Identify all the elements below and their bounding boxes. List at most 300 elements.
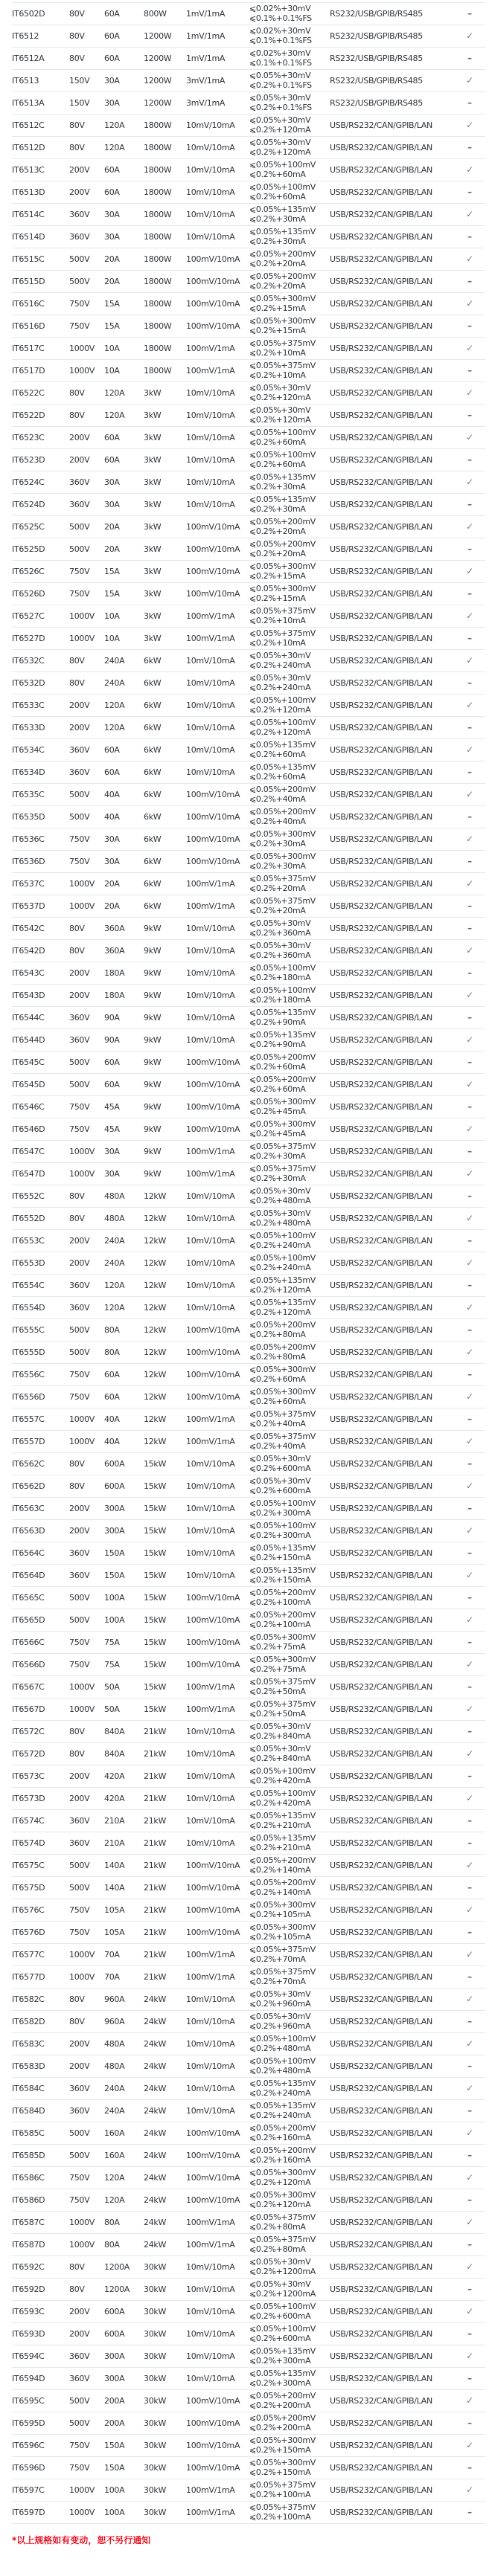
cell-power: 6kW — [144, 723, 162, 732]
cell-availability — [454, 2412, 485, 2435]
cell-resolution: 100mV/10mA — [186, 1861, 240, 1870]
cell-accuracy — [249, 717, 330, 739]
cell-power: 6kW — [144, 656, 162, 666]
accuracy-current: ⩽0.2%+100mA — [249, 2489, 311, 2499]
accuracy-voltage: ⩽0.05%+30mV — [249, 93, 311, 103]
table-row — [12, 1498, 485, 1520]
cell-interfaces: USB/RS232/CAN/GPIB/LAN — [330, 2441, 432, 2450]
cell-resolution: 100mV/10mA — [186, 567, 240, 576]
cell-voltage: 1000V — [69, 2218, 95, 2227]
cell-current: 300A — [104, 1526, 125, 1536]
cell-interfaces: USB/RS232/CAN/GPIB/LAN — [330, 2128, 432, 2138]
cell-power: 9kW — [144, 1057, 162, 1067]
cell-voltage: 750V — [69, 1370, 90, 1379]
cell-resolution: 100mV/1mA — [186, 1147, 235, 1156]
accuracy-voltage: ⩽0.05%+135mV — [249, 227, 316, 236]
table-row — [12, 181, 485, 204]
cell-resolution: 100mV/1mA — [186, 611, 235, 621]
cell-availability — [454, 2457, 485, 2479]
cell-interfaces: USB/RS232/CAN/GPIB/LAN — [330, 143, 432, 152]
cell-current: 60A — [104, 9, 120, 19]
cell-current: 360A — [104, 924, 125, 933]
cell-model: IT6576D — [12, 1928, 45, 1937]
cell-availability — [454, 1899, 485, 1922]
cell-availability — [454, 1877, 485, 1899]
cell-resolution: 1mV/1mA — [186, 54, 226, 63]
cell-model: IT6527C — [12, 611, 45, 621]
cell-accuracy — [249, 1364, 330, 1386]
accuracy-current: ⩽0.2%+90mA — [249, 1017, 306, 1027]
dash-icon: – — [467, 1012, 472, 1023]
dash-icon: – — [467, 1838, 472, 1848]
check-icon: ✓ — [466, 2440, 473, 2450]
cell-power: 15kW — [144, 1548, 167, 1558]
cell-voltage: 750V — [69, 299, 90, 309]
check-icon: ✓ — [466, 2261, 473, 2272]
cell-interfaces: USB/RS232/CAN/GPIB/LAN — [330, 388, 432, 398]
cell-power: 15kW — [144, 1459, 167, 1469]
cell-accuracy — [249, 1520, 330, 1542]
check-icon: ✓ — [466, 700, 473, 710]
table-row — [12, 1297, 485, 1319]
cell-power: 6kW — [144, 701, 162, 710]
cell-interfaces: USB/RS232/CAN/GPIB/LAN — [330, 1994, 432, 2004]
cell-power: 30kW — [144, 2441, 167, 2450]
dash-icon: – — [467, 967, 472, 978]
check-icon: ✓ — [466, 1258, 473, 1268]
cell-power: 12kW — [144, 1437, 167, 1446]
cell-resolution: 10mV/10mA — [186, 1035, 235, 1045]
cell-resolution: 10mV/10mA — [186, 187, 235, 197]
table-row — [12, 1007, 485, 1029]
cell-interfaces: USB/RS232/CAN/GPIB/LAN — [330, 2307, 432, 2316]
accuracy-voltage: ⩽0.05%+100mV — [249, 182, 316, 192]
cell-interfaces: USB/RS232/CAN/GPIB/LAN — [330, 1749, 432, 1759]
cell-interfaces: USB/RS232/CAN/GPIB/LAN — [330, 210, 432, 219]
cell-voltage: 750V — [69, 1660, 90, 1669]
cell-accuracy — [249, 1743, 330, 1765]
cell-accuracy — [249, 226, 330, 248]
cell-availability — [454, 2234, 485, 2256]
accuracy-current: ⩽0.2%+480mA — [249, 1195, 311, 1205]
table-row — [12, 739, 485, 761]
cell-power: 24kW — [144, 2173, 167, 2183]
dash-icon: – — [467, 1971, 472, 1982]
dash-icon: – — [467, 1815, 472, 1826]
cell-accuracy — [249, 2323, 330, 2345]
cell-voltage: 1000V — [69, 1972, 95, 1982]
table-row — [12, 1654, 485, 1676]
table-row — [12, 494, 485, 516]
check-icon: ✓ — [466, 477, 473, 487]
cell-voltage: 1000V — [69, 1950, 95, 1960]
check-icon: ✓ — [466, 878, 473, 889]
cell-power: 3kW — [144, 500, 162, 509]
cell-resolution: 10mV/10mA — [186, 2039, 235, 2049]
cell-model: IT6583D — [12, 2061, 45, 2071]
cell-voltage: 80V — [69, 946, 85, 956]
cell-accuracy — [249, 784, 330, 806]
table-row — [12, 2055, 485, 2078]
table-row — [12, 1565, 485, 1587]
cell-resolution: 100mV/10mA — [186, 1392, 240, 1402]
accuracy-current: ⩽0.2%+0.1%FS — [249, 80, 312, 90]
accuracy-voltage: ⩽0.05%+300mV — [249, 851, 316, 861]
dash-icon: – — [467, 1592, 472, 1603]
dash-icon: – — [467, 1548, 472, 1558]
cell-current: 600A — [104, 2307, 125, 2316]
dash-icon: – — [467, 2418, 472, 2428]
cell-power: 12kW — [144, 1258, 167, 1268]
accuracy-current: ⩽0.2%+10mA — [249, 370, 306, 380]
accuracy-current: ⩽0.2%+300mA — [249, 2377, 311, 2388]
cell-voltage: 360V — [69, 1281, 90, 1290]
table-row — [12, 1141, 485, 1163]
cell-accuracy — [249, 1698, 330, 1721]
cell-availability — [454, 761, 485, 784]
cell-model: IT6534D — [12, 767, 45, 777]
cell-model: IT6543C — [12, 968, 45, 978]
accuracy-voltage: ⩽0.05%+300mV — [249, 1097, 316, 1107]
accuracy-voltage: ⩽0.05%+30mV — [249, 138, 311, 147]
cell-resolution: 100mV/10mA — [186, 1638, 240, 1647]
cell-accuracy — [249, 2100, 330, 2122]
cell-current: 90A — [104, 1035, 120, 1045]
table-row — [12, 2301, 485, 2323]
dash-icon: – — [467, 454, 472, 465]
cell-accuracy — [249, 1052, 330, 1074]
table-row — [12, 784, 485, 806]
cell-current: 600A — [104, 1481, 125, 1491]
accuracy-current: ⩽0.2%+150mA — [249, 2467, 311, 2477]
cell-interfaces: USB/RS232/CAN/GPIB/LAN — [330, 1682, 432, 1692]
cell-interfaces: USB/RS232/CAN/GPIB/LAN — [330, 1481, 432, 1491]
cell-model: IT6567C — [12, 1682, 45, 1692]
cell-interfaces: USB/RS232/CAN/GPIB/LAN — [330, 2173, 432, 2183]
accuracy-current: ⩽0.2%+10mA — [249, 637, 306, 648]
check-icon: ✓ — [466, 990, 473, 1000]
cell-current: 180A — [104, 991, 125, 1000]
cell-current: 200A — [104, 2396, 125, 2406]
cell-voltage: 360V — [69, 2106, 90, 2116]
table-row — [12, 471, 485, 494]
check-icon: ✓ — [466, 2172, 473, 2183]
cell-power: 15kW — [144, 1704, 167, 1714]
cell-current: 150A — [104, 1571, 125, 1580]
cell-resolution: 10mV/10mA — [186, 500, 235, 509]
cell-power: 15kW — [144, 1504, 167, 1513]
cell-model: IT6544C — [12, 1013, 45, 1023]
cell-power: 6kW — [144, 678, 162, 688]
cell-availability — [454, 2502, 485, 2524]
cell-availability — [454, 248, 485, 271]
cell-voltage: 360V — [69, 1571, 90, 1580]
cell-accuracy — [249, 516, 330, 538]
cell-current: 60A — [104, 1392, 120, 1402]
cell-model: IT6592D — [12, 2284, 45, 2294]
cell-interfaces: USB/RS232/CAN/GPIB/LAN — [330, 1771, 432, 1781]
check-icon: ✓ — [466, 744, 473, 755]
table-row — [12, 1074, 485, 1096]
cell-voltage: 750V — [69, 2195, 90, 2205]
cell-accuracy — [249, 2078, 330, 2100]
cell-model: IT6562D — [12, 1481, 45, 1491]
cell-accuracy — [249, 1721, 330, 1743]
cell-voltage: 750V — [69, 1124, 90, 1134]
cell-voltage: 500V — [69, 1615, 90, 1625]
cell-voltage: 500V — [69, 544, 90, 554]
cell-power: 21kW — [144, 1905, 167, 1915]
cell-voltage: 360V — [69, 2084, 90, 2093]
cell-current: 600A — [104, 1459, 125, 1469]
accuracy-voltage: ⩽0.05%+100mV — [249, 1498, 316, 1508]
accuracy-current: ⩽0.2%+30mA — [249, 503, 306, 514]
cell-resolution: 10mV/10mA — [186, 1281, 235, 1290]
cell-model: IT6542D — [12, 946, 45, 956]
cell-power: 9kW — [144, 1147, 162, 1156]
cell-interfaces: USB/RS232/CAN/GPIB/LAN — [330, 1258, 432, 1268]
accuracy-current: ⩽0.2%+840mA — [249, 1753, 311, 1763]
cell-voltage: 500V — [69, 2396, 90, 2406]
cell-model: IT6566D — [12, 1660, 45, 1669]
cell-interfaces: USB/RS232/CAN/GPIB/LAN — [330, 299, 432, 309]
cell-accuracy — [249, 293, 330, 315]
table-row — [12, 895, 485, 918]
cell-current: 300A — [104, 2351, 125, 2361]
table-row — [12, 1096, 485, 1118]
cell-voltage: 80V — [69, 54, 85, 63]
cell-voltage: 500V — [69, 790, 90, 799]
dash-icon: – — [467, 187, 472, 197]
cell-accuracy — [249, 1185, 330, 1208]
table-row — [12, 1698, 485, 1721]
cell-current: 30A — [104, 98, 120, 108]
cell-interfaces: USB/RS232/CAN/GPIB/LAN — [330, 2418, 432, 2428]
accuracy-voltage: ⩽0.05%+100mV — [249, 1788, 316, 1798]
table-row — [12, 828, 485, 851]
accuracy-voltage: ⩽0.05%+300mV — [249, 1632, 316, 1642]
cell-interfaces: USB/RS232/CAN/GPIB/LAN — [330, 1816, 432, 1826]
cell-availability — [454, 2435, 485, 2457]
cell-accuracy — [249, 1676, 330, 1698]
cell-accuracy — [249, 1096, 330, 1118]
cell-availability — [454, 70, 485, 92]
cell-current: 15A — [104, 589, 120, 599]
cell-availability — [454, 1431, 485, 1453]
cell-model: IT6584D — [12, 2106, 45, 2116]
cell-accuracy — [249, 1163, 330, 1185]
cell-voltage: 80V — [69, 143, 85, 152]
cell-interfaces: USB/RS232/CAN/GPIB/LAN — [330, 790, 432, 799]
cell-availability — [454, 1788, 485, 1810]
cell-voltage: 500V — [69, 1883, 90, 1893]
accuracy-voltage: ⩽0.05%+375mV — [249, 1164, 316, 1173]
check-icon: ✓ — [466, 1570, 473, 1580]
cell-interfaces: USB/RS232/CAN/GPIB/LAN — [330, 1794, 432, 1803]
cell-accuracy — [249, 761, 330, 784]
cell-model: IT6563D — [12, 1526, 45, 1536]
cell-resolution: 10mV/10mA — [186, 433, 235, 442]
accuracy-current: ⩽0.2%+40mA — [249, 793, 306, 804]
cell-interfaces: USB/RS232/CAN/GPIB/LAN — [330, 1905, 432, 1915]
cell-current: 10A — [104, 344, 120, 353]
cell-accuracy — [249, 338, 330, 360]
cell-resolution: 10mV/10mA — [186, 1504, 235, 1513]
cell-voltage: 80V — [69, 2017, 85, 2026]
cell-interfaces: USB/RS232/CAN/GPIB/LAN — [330, 1236, 432, 1246]
cell-current: 60A — [104, 1370, 120, 1379]
cell-power: 12kW — [144, 1325, 167, 1335]
accuracy-current: ⩽0.2%+180mA — [249, 994, 311, 1005]
cell-interfaces: USB/RS232/CAN/GPIB/LAN — [330, 2039, 432, 2049]
accuracy-voltage: ⩽0.05%+200mV — [249, 785, 316, 794]
accuracy-current: ⩽0.2%+60mA — [249, 169, 306, 179]
cell-current: 120A — [104, 723, 125, 732]
table-row — [12, 2279, 485, 2301]
accuracy-voltage: ⩽0.05%+135mV — [249, 1833, 316, 1843]
check-icon: ✓ — [466, 164, 473, 175]
cell-power: 9kW — [144, 991, 162, 1000]
cell-current: 120A — [104, 2173, 125, 2183]
cell-interfaces: USB/RS232/CAN/GPIB/LAN — [330, 321, 432, 331]
accuracy-voltage: ⩽0.05%+200mV — [249, 1320, 316, 1330]
cell-model: IT6592C — [12, 2262, 45, 2272]
cell-current: 600A — [104, 2329, 125, 2339]
cell-resolution: 100mV/10mA — [186, 812, 240, 822]
cell-voltage: 360V — [69, 1303, 90, 1313]
cell-accuracy — [249, 449, 330, 471]
cell-voltage: 360V — [69, 210, 90, 219]
cell-resolution: 10mV/10mA — [186, 1771, 235, 1781]
cell-accuracy — [249, 271, 330, 293]
cell-voltage: 80V — [69, 9, 85, 19]
cell-availability — [454, 650, 485, 672]
cell-availability — [454, 1966, 485, 1989]
cell-model: IT6565C — [12, 1593, 45, 1603]
accuracy-voltage: ⩽0.05%+200mV — [249, 1588, 316, 1597]
cell-current: 20A — [104, 544, 120, 554]
accuracy-voltage: ⩽0.05%+300mV — [249, 2168, 316, 2177]
dash-icon: – — [467, 321, 472, 331]
cell-current: 90A — [104, 1013, 120, 1023]
cell-interfaces: USB/RS232/CAN/GPIB/LAN — [330, 1124, 432, 1134]
cell-availability — [454, 1074, 485, 1096]
cell-current: 30A — [104, 1169, 120, 1179]
accuracy-voltage: ⩽0.05%+135mV — [249, 472, 316, 482]
check-icon: ✓ — [466, 611, 473, 621]
cell-voltage: 500V — [69, 1593, 90, 1603]
cell-current: 180A — [104, 968, 125, 978]
accuracy-voltage: ⩽0.05%+375mV — [249, 606, 316, 616]
cell-model: IT6545D — [12, 1080, 45, 1089]
cell-resolution: 10mV/10mA — [186, 1794, 235, 1803]
cell-availability — [454, 382, 485, 405]
accuracy-voltage: ⩽0.05%+375mV — [249, 1142, 316, 1151]
cell-model: IT6532D — [12, 678, 45, 688]
cell-interfaces: USB/RS232/CAN/GPIB/LAN — [330, 2017, 432, 2026]
cell-resolution: 100mV/10mA — [186, 857, 240, 866]
cell-voltage: 1000V — [69, 2485, 95, 2495]
cell-accuracy — [249, 1297, 330, 1319]
cell-interfaces: USB/RS232/CAN/GPIB/LAN — [330, 678, 432, 688]
accuracy-voltage: ⩽0.05%+135mV — [249, 495, 316, 504]
cell-interfaces: USB/RS232/CAN/GPIB/LAN — [330, 834, 432, 844]
accuracy-current: ⩽0.2%+150mA — [249, 1574, 311, 1585]
cell-model: IT6535D — [12, 812, 45, 822]
table-row — [12, 1944, 485, 1966]
check-icon: ✓ — [466, 834, 473, 844]
accuracy-current: ⩽0.2%+210mA — [249, 1820, 311, 1830]
cell-current: 30A — [104, 857, 120, 866]
accuracy-voltage: ⩽0.05%+30mV — [249, 405, 311, 415]
cell-model: IT6515D — [12, 277, 45, 286]
accuracy-current: ⩽0.1%+0.1%FS — [249, 35, 312, 45]
check-icon: ✓ — [466, 1436, 473, 1446]
dash-icon: – — [467, 1369, 472, 1379]
cell-availability — [454, 1319, 485, 1342]
cell-model: IT6553C — [12, 1236, 45, 1246]
cell-current: 30A — [104, 232, 120, 242]
cell-availability — [454, 1475, 485, 1498]
cell-resolution: 10mV/10mA — [186, 1727, 235, 1736]
cell-power: 3kW — [144, 455, 162, 465]
cell-accuracy — [249, 204, 330, 226]
accuracy-voltage: ⩽0.05%+200mV — [249, 249, 316, 259]
accuracy-current: ⩽0.2%+50mA — [249, 1686, 306, 1696]
accuracy-current: ⩽0.2%+20mA — [249, 258, 306, 268]
cell-interfaces: USB/RS232/CAN/GPIB/LAN — [330, 767, 432, 777]
accuracy-current: ⩽0.2%+20mA — [249, 883, 306, 893]
cell-interfaces: USB/RS232/CAN/GPIB/LAN — [330, 812, 432, 822]
table-row — [12, 1208, 485, 1230]
cell-resolution: 1mV/1mA — [186, 9, 226, 19]
cell-interfaces: USB/RS232/CAN/GPIB/LAN — [330, 991, 432, 1000]
accuracy-voltage: ⩽0.05%+200mV — [249, 517, 316, 527]
cell-resolution: 10mV/10mA — [186, 1994, 235, 2004]
cell-accuracy — [249, 2390, 330, 2412]
cell-availability — [454, 1408, 485, 1431]
cell-model: IT6556C — [12, 1370, 45, 1379]
table-row — [12, 962, 485, 985]
cell-model: IT6575C — [12, 1861, 45, 1870]
cell-power: 1800W — [144, 299, 172, 309]
cell-power: 800W — [144, 9, 167, 19]
accuracy-current: ⩽0.2%+120mA — [249, 2199, 311, 2209]
cell-model: IT6545C — [12, 1057, 45, 1067]
cell-current: 45A — [104, 1124, 120, 1134]
table-row — [12, 1319, 485, 1342]
dash-icon: – — [467, 544, 472, 554]
cell-current: 300A — [104, 2374, 125, 2383]
cell-model: IT6526C — [12, 567, 45, 576]
dash-icon: – — [467, 1637, 472, 1647]
cell-current: 120A — [104, 1303, 125, 1313]
check-icon: ✓ — [466, 789, 473, 799]
cell-resolution: 3mV/1mA — [186, 76, 226, 86]
accuracy-current: ⩽0.2%+140mA — [249, 1864, 311, 1875]
cell-current: 75A — [104, 1660, 120, 1669]
table-row — [12, 1788, 485, 1810]
cell-interfaces: USB/RS232/CAN/GPIB/LAN — [330, 277, 432, 286]
accuracy-voltage: ⩽0.05%+135mV — [249, 1008, 316, 1017]
accuracy-voltage: ⩽0.05%+375mV — [249, 1432, 316, 1441]
cell-model: IT6513A — [12, 98, 45, 108]
cell-availability — [454, 873, 485, 895]
cell-current: 120A — [104, 2195, 125, 2205]
accuracy-current: ⩽0.2%+10mA — [249, 347, 306, 358]
cell-interfaces: USB/RS232/CAN/GPIB/LAN — [330, 1281, 432, 1290]
accuracy-voltage: ⩽0.05%+30mV — [249, 115, 311, 125]
